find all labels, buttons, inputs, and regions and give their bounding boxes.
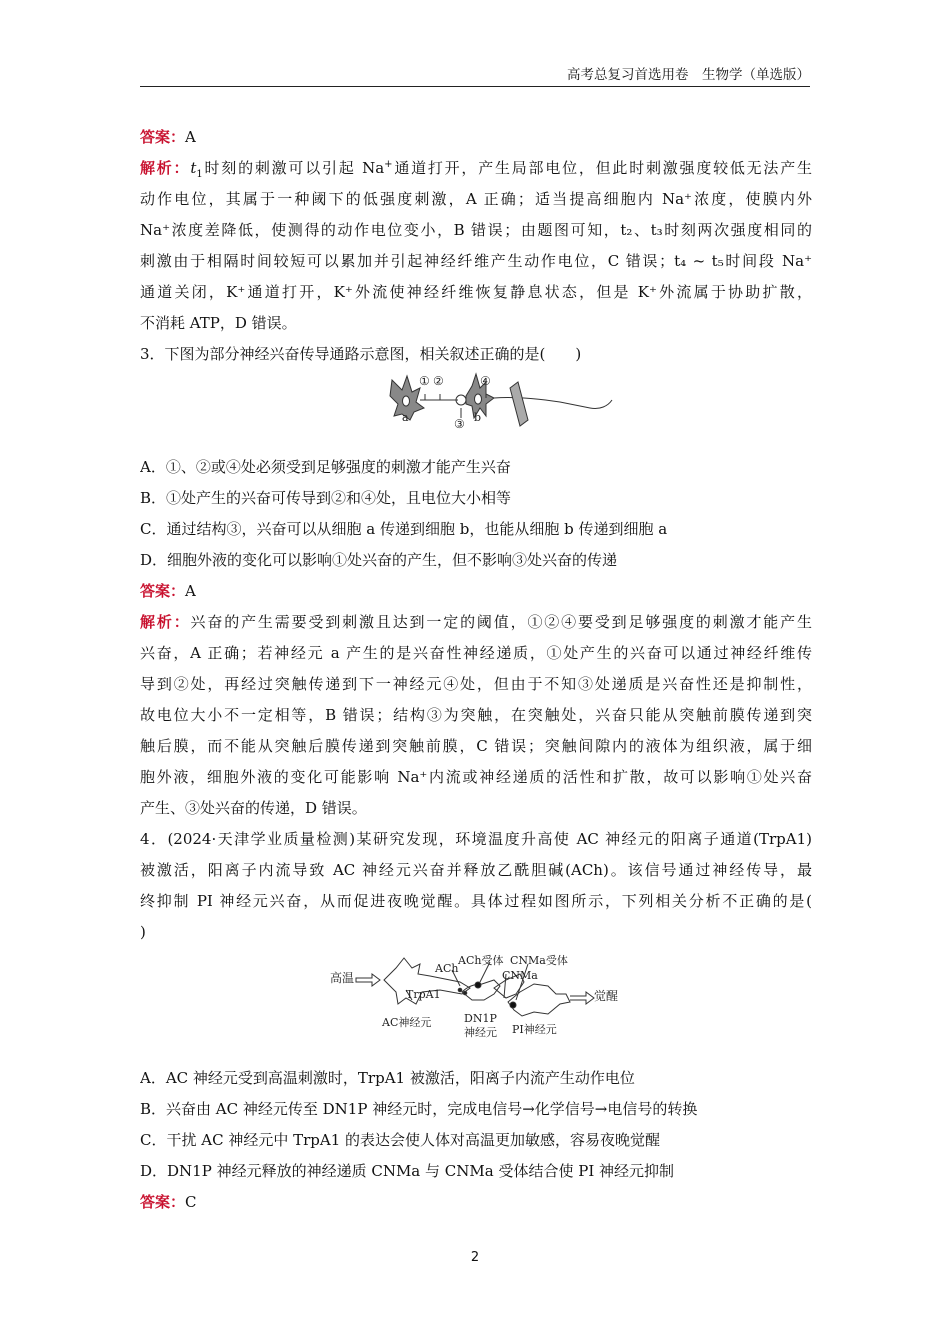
label-dn1p-neuron: 神经元 <box>464 1026 497 1039</box>
fig-label-b: b <box>474 411 482 424</box>
fig-label-2: ② <box>433 374 444 388</box>
label-high-temp: 高温 <box>330 971 355 985</box>
q3-answer-label: 答案： <box>140 582 186 600</box>
q3-analysis-line-7: 产生、③处兴奋的传递，D 错误。 <box>140 799 367 817</box>
q3-answer-value: A <box>185 582 196 600</box>
label-cnma: CNMa <box>502 969 538 982</box>
neuron-b-nucleus <box>475 394 482 404</box>
q2-analysis-line-3: Na⁺浓度差降低，使测得的动作电位变小，B 错误；由题图可知，t₂、t₃时刻两次强度相同的 <box>140 221 812 239</box>
q4-stem-line-4: ) <box>140 923 146 941</box>
q4-option-c: C．干扰 AC 神经元中 TrpA1 的表达会使人体对高温更加敏感，容易夜晚觉醒 <box>140 1131 661 1149</box>
q4-stem-line-3: 终抑制 PI 神经元兴奋，从而促进夜晚觉醒。具体过程如图所示，下列相关分析不正确的是( <box>140 892 812 910</box>
muscle-fiber <box>510 382 528 426</box>
neuron-a-nucleus <box>403 396 410 406</box>
q4-answer-value: C <box>185 1193 197 1211</box>
label-wake: 觉醒 <box>594 989 619 1003</box>
q3-answer <box>140 576 812 607</box>
q3-option-c: C．通过结构③，兴奋可以从细胞 a 传递到细胞 b，也能从细胞 b 传递到细胞 a <box>140 520 668 538</box>
cnma-receptor-dot <box>510 1002 516 1008</box>
header-title: 高考总复习首选用卷 生物学（单选版） <box>567 67 810 83</box>
label-cnma-receptor: CNMa受体 <box>510 954 568 967</box>
na-sup: + <box>384 159 393 170</box>
q2-answer-label: 答案： <box>140 128 186 146</box>
ach-dot-2 <box>463 991 467 995</box>
q3-analysis-line-6: 胞外液，细胞外液的变化可能影响 Na⁺内流或神经递质的活性和扩散，故可以影响①处兴奋 <box>140 768 812 786</box>
pi-neuron-shape <box>508 984 570 1016</box>
t-var: t <box>190 159 197 177</box>
axon-b <box>494 398 612 409</box>
q4-stem-line-1: 4．(2024·天津学业质量检测)某研究发现，环境温度升高使 AC 神经元的阳离子通道(TrpA1) <box>140 830 812 848</box>
q4-answer <box>140 1187 812 1218</box>
ac-neuron-diagram <box>140 948 812 1048</box>
fig-label-1: ① <box>419 374 430 388</box>
q2-analysis-line-5: 通道关闭，K⁺通道打开，K⁺外流使神经纤维恢复静息状态，但是 K⁺外流属于协助扩散， <box>140 283 812 301</box>
label-trpa1: TrpA1 <box>406 988 441 1001</box>
neuron-pathway-diagram <box>140 370 812 430</box>
ach-receptor-dot <box>475 982 481 988</box>
q3-analysis-line-5: 触后膜，而不能从突触后膜传递到突触前膜，C 错误；突触间隙内的液体为组织液，属于细 <box>140 737 812 755</box>
q4-answer-label: 答案： <box>140 1193 186 1211</box>
q2-text-1e: 通道打开，产生局部电位，但此时刺激强度较低无法产生 <box>392 159 812 177</box>
q2-analysis-line-6: 不消耗 ATP，D 错误。 <box>140 314 297 332</box>
page-content <box>140 122 812 1218</box>
q4-option-a: A．AC 神经元受到高温刺激时，TrpA1 被激活，阳离子内流产生动作电位 <box>140 1069 635 1087</box>
q3-analysis-line-4: 故电位大小不一定相等，B 错误；结构③为突触，在突触处，兴奋只能从突触前膜传递到突 <box>140 706 812 724</box>
fig-label-3: ③ <box>454 417 465 430</box>
q3-option-a: A．①、②或④处必须受到足够强度的刺激才能产生兴奋 <box>140 458 511 476</box>
q2-analysis-line-2: 动作电位，其属于一种阈下的低强度刺激，A 正确；适当提高细胞内 Na⁺浓度，使膜内外 <box>140 190 812 208</box>
label-pi-neuron: PI神经元 <box>512 1023 557 1036</box>
q3-analysis-line-1 <box>140 607 812 638</box>
ach-dot-1 <box>458 988 462 992</box>
q3-analysis-text-1: 兴奋的产生需要受到刺激且达到一定的阈值，①②④要受到足够强度的刺激才能产生 <box>190 613 812 631</box>
q2-analysis-label: 解析： <box>140 159 191 177</box>
q3-analysis-label: 解析： <box>140 613 191 631</box>
label-ac-neuron: AC神经元 <box>382 1016 432 1029</box>
q3-analysis-line-2: 兴奋，A 正确；若神经元 a 产生的是兴奋性神经递质，①处产生的兴奋可以通过神经纤维传 <box>140 644 812 662</box>
wake-arrow <box>570 992 594 1004</box>
high-temp-arrow <box>356 974 380 986</box>
q3-option-d: D．细胞外液的变化可以影响①处兴奋的产生，但不影响③处兴奋的传递 <box>140 551 618 569</box>
page-header <box>140 66 810 87</box>
q2-analysis-line-1 <box>140 153 812 184</box>
q4-stem-line-2: 被激活，阳离子内流导致 AC 神经元兴奋并释放乙酰胆碱(ACh)。该信号通过神经传导，最 <box>140 861 812 879</box>
q2-answer-value: A <box>185 128 196 146</box>
t-sub: 1 <box>196 169 203 180</box>
q2-analysis-line-4: 刺激由于相隔时间较短可以累加并引起神经纤维产生动作电位，C 错误；t₄ ~ t₅时间段 Na⁺ <box>140 252 812 270</box>
q3-analysis-line-3: 导到②处，再经过突触传递到下一神经元④处，但由于不知③处递质是兴奋性还是抑制性， <box>140 675 812 693</box>
q3-stem: 3．下图为部分神经兴奋传导通路示意图，相关叙述正确的是( ) <box>140 345 582 363</box>
q3-figure <box>140 370 812 430</box>
page-number: 2 <box>470 1250 480 1265</box>
q4-option-d: D．DN1P 神经元释放的神经递质 CNMa 与 CNMa 受体结合使 PI 神经元抑制 <box>140 1162 675 1180</box>
q2-answer <box>140 122 812 153</box>
label-ach: ACh <box>435 962 459 975</box>
label-ach-receptor: ACh受体 <box>458 954 504 967</box>
label-dn1p: DN1P <box>464 1012 497 1025</box>
fig-label-a: a <box>402 411 409 424</box>
q4-figure <box>140 948 812 1048</box>
q3-option-b: B．①处产生的兴奋可传导到②和④处，且电位大小相等 <box>140 489 512 507</box>
fig-label-4: ④ <box>480 374 491 388</box>
q2-text-1c: 时刻的刺激可以引起 Na <box>202 159 385 177</box>
q4-option-b: B．兴奋由 AC 神经元传至 DN1P 神经元时，完成电信号→化学信号→电信号的转换 <box>140 1100 698 1118</box>
